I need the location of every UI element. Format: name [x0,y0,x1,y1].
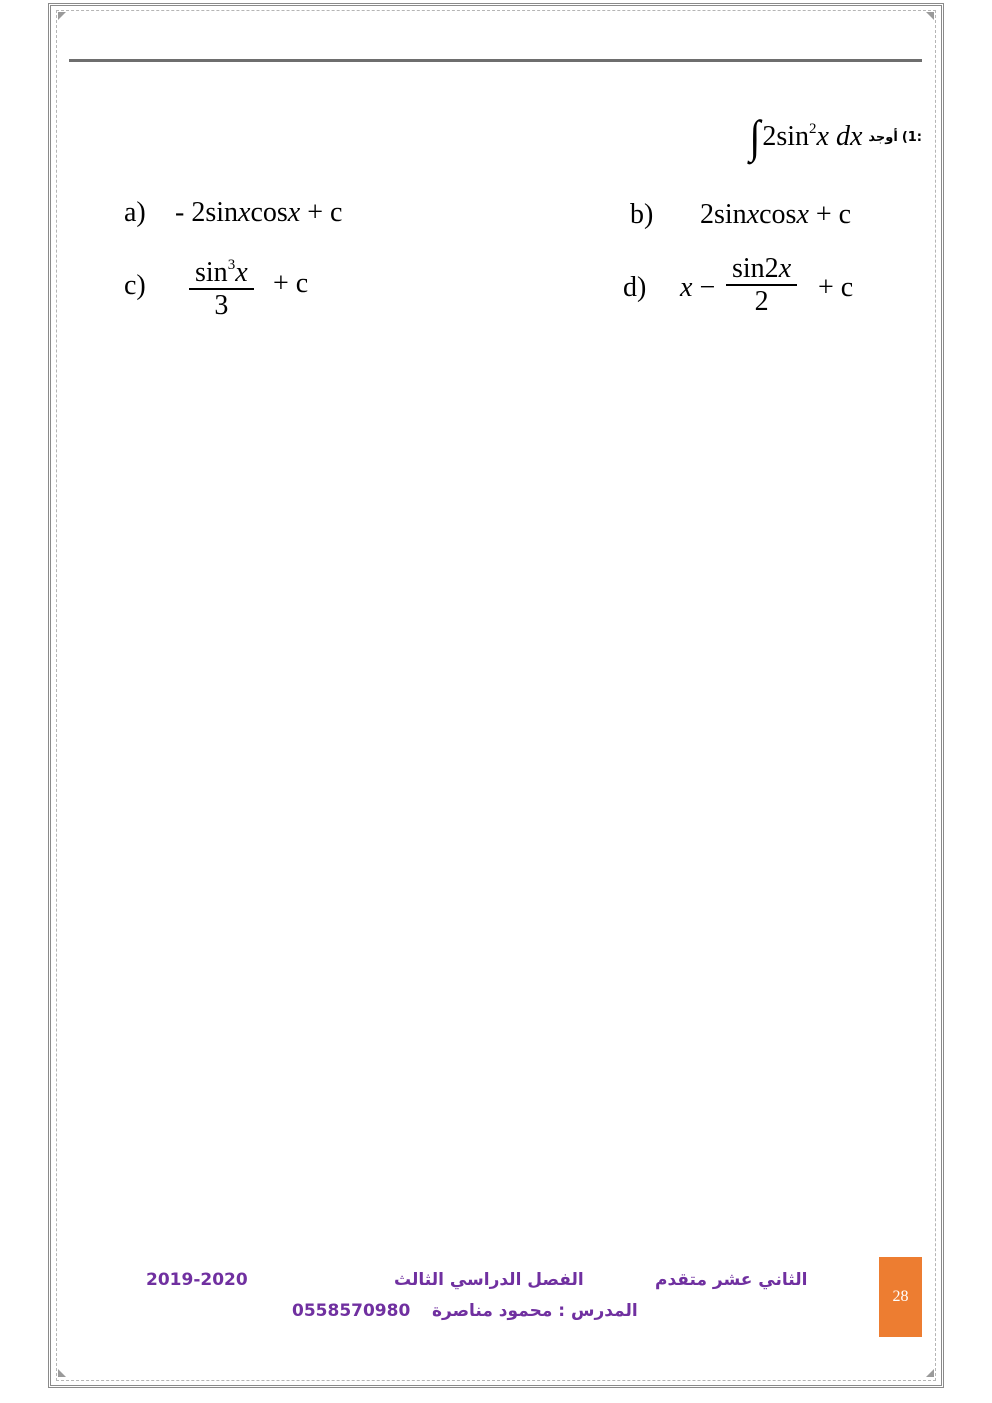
option-d-letter[interactable]: d) [623,272,647,303]
option-d-var: x [680,272,693,303]
option-b-var: x [796,199,809,230]
page-number-badge [879,1257,922,1337]
option-c-letter[interactable]: c) [124,270,146,301]
footer-phone: 0558570980 [292,1301,411,1321]
option-d-numerator-base: sin2 [732,253,779,284]
option-a-letter[interactable]: a) [124,197,146,228]
corner-ornament-bottom-right-icon [926,1369,934,1377]
option-d-fraction[interactable] [726,254,797,318]
option-c-suffix: + c [273,268,309,299]
option-b-var: x [746,199,760,230]
question-number: (1: [901,129,922,145]
corner-ornament-top-right-icon [926,12,934,20]
option-a-part: cos [250,197,288,228]
option-b-expression[interactable] [700,199,851,231]
option-b-part: 2sin [700,199,747,230]
option-a-var: x [287,197,301,228]
option-a-var: x [238,197,251,228]
option-b-part: cos [759,199,797,230]
option-d-denominator: 2 [754,285,769,317]
corner-ornament-top-left-icon [58,12,66,20]
option-b-letter[interactable]: b) [630,199,654,230]
question-line [749,110,922,163]
page-number: 28 [892,1288,909,1305]
question-expression-variable: x dx [816,121,863,152]
question-expression [762,121,862,153]
option-a-part: + c [300,197,343,228]
question-expression-exponent: 2 [809,121,817,137]
option-a-part: - 2sin [175,197,238,228]
option-b-part: + c [808,199,852,230]
question-expression-base: 2sin [762,121,810,152]
footer-grade: الثاني عشر متقدم [655,1270,808,1290]
option-c-numerator-base: sin [195,257,228,288]
option-d-operator: − [692,272,716,303]
option-d-numerator-var: x [778,253,792,284]
option-c-fraction[interactable] [189,250,254,322]
question-label: أوجد [868,129,898,145]
footer-year: 2019-2020 [146,1270,248,1290]
option-d-prefix[interactable] [680,272,715,304]
footer-teacher: المدرس : محمود مناصرة [432,1301,638,1321]
corner-ornament-bottom-left-icon [58,1369,66,1377]
option-c-denominator: 3 [214,289,229,321]
option-a-expression[interactable] [175,197,342,229]
footer-term: الفصل الدراسي الثالث [394,1270,584,1290]
option-c-numerator-var: x [235,257,248,288]
option-d-suffix: + c [818,272,854,303]
integral-sign: ∫ [749,110,761,163]
option-c-numerator-exponent: 3 [227,257,236,273]
option-c-numerator [189,250,254,288]
option-d-numerator [726,254,797,284]
header-divider [69,59,922,62]
